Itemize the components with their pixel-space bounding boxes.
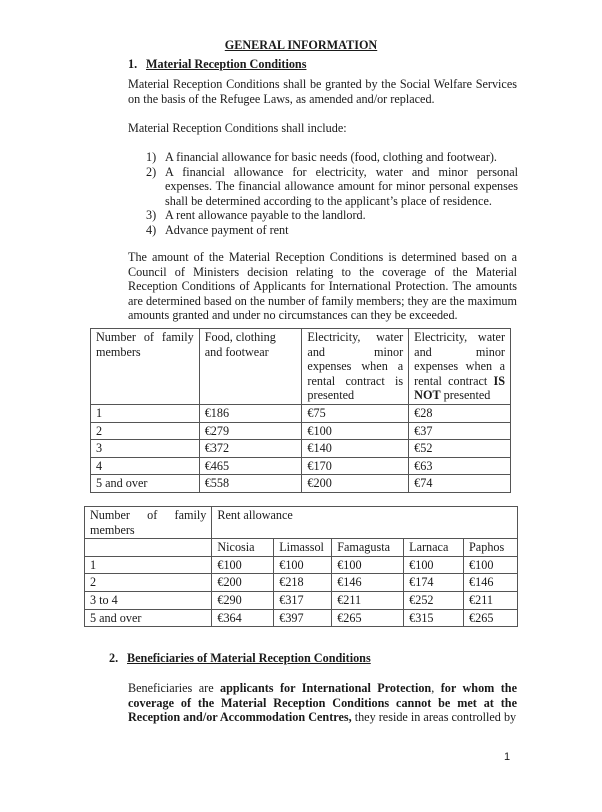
list-item: 4) Advance payment of rent bbox=[146, 222, 289, 237]
section-2-paragraph: Beneficiaries are applicants for International Protection, for whom the coverage of the Material Reception Conditions cannot be met at the Reception and/or Accommodation Centres, they reside in areas controlled by bbox=[128, 681, 517, 725]
header-city: Larnaca bbox=[404, 539, 464, 557]
header-rent-allowance: Rent allowance bbox=[212, 507, 518, 539]
table-row: 3 to 4 €290 €317 €211 €252 €211 bbox=[85, 591, 518, 609]
header-city: Paphos bbox=[464, 539, 518, 557]
section-1-title: Material Reception Conditions bbox=[146, 57, 307, 71]
amount-paragraph: The amount of the Material Reception Conditions is determined based on a Council of Ministers decision relating to the coverage of the Material Reception Conditions of Applicants for International Protection. The amounts are determined based on the number of family members; they are the maximum amounts granted and under no circumstances can they be exceeded. bbox=[128, 250, 517, 323]
rent-allowance-table bbox=[84, 506, 518, 627]
header-family-members: Number of family members bbox=[85, 507, 212, 539]
header-city: Famagusta bbox=[332, 539, 404, 557]
section-1-heading bbox=[128, 57, 306, 72]
table-row: 1 €186 €75 €28 bbox=[91, 404, 511, 422]
header-city: Limassol bbox=[274, 539, 332, 557]
section-2-number: 2. bbox=[109, 651, 119, 665]
section-1-number: 1. bbox=[128, 57, 138, 71]
table-row: 1 €100 €100 €100 €100 €100 bbox=[85, 556, 518, 574]
conditions-list bbox=[146, 150, 518, 238]
table-row: 4 €465 €170 €63 bbox=[91, 457, 511, 475]
table-row: 2 €279 €100 €37 bbox=[91, 422, 511, 440]
table-row: 2 €200 €218 €146 €174 €146 bbox=[85, 574, 518, 592]
table-row: 5 and over €558 €200 €74 bbox=[91, 475, 511, 493]
header-food: Food, clothing and footwear bbox=[199, 329, 302, 405]
allowance-table bbox=[90, 328, 511, 493]
section-2-heading bbox=[109, 651, 371, 666]
header-with-contract: Electricity, water and minor expenses when a rental contract is presented bbox=[302, 329, 409, 405]
page-number: 1 bbox=[504, 751, 511, 763]
table-header-row bbox=[85, 507, 518, 539]
section-1-intro: Material Reception Conditions shall be granted by the Social Welfare Services on the basis of the Refugee Laws, as amended and/or replaced. bbox=[128, 77, 517, 106]
header-city: Nicosia bbox=[212, 539, 274, 557]
header-without-contract: Electricity, water and minor expenses when a rental contract IS NOT presented bbox=[409, 329, 511, 405]
table-header-row bbox=[91, 329, 511, 405]
list-item: 3) A rent allowance payable to the landlord. bbox=[146, 208, 366, 223]
table-city-row bbox=[85, 539, 518, 557]
list-item: 2) A financial allowance for electricity, water and minor personal expenses. The financial allowance amount for minor personal expenses shall be determined according to the applicant’s place of residence. bbox=[146, 164, 518, 208]
list-item: 1) A financial allowance for basic needs (food, clothing and footwear). bbox=[146, 150, 497, 164]
table-row: 5 and over €364 €397 €265 €315 €265 bbox=[85, 609, 518, 627]
document-title: GENERAL INFORMATION bbox=[224, 38, 378, 52]
table-row: 3 €372 €140 €52 bbox=[91, 440, 511, 458]
section-2-title: Beneficiaries of Material Reception Conditions bbox=[127, 651, 371, 665]
include-label: Material Reception Conditions shall include: bbox=[128, 121, 347, 135]
header-family-members: Number of family members bbox=[91, 329, 200, 405]
